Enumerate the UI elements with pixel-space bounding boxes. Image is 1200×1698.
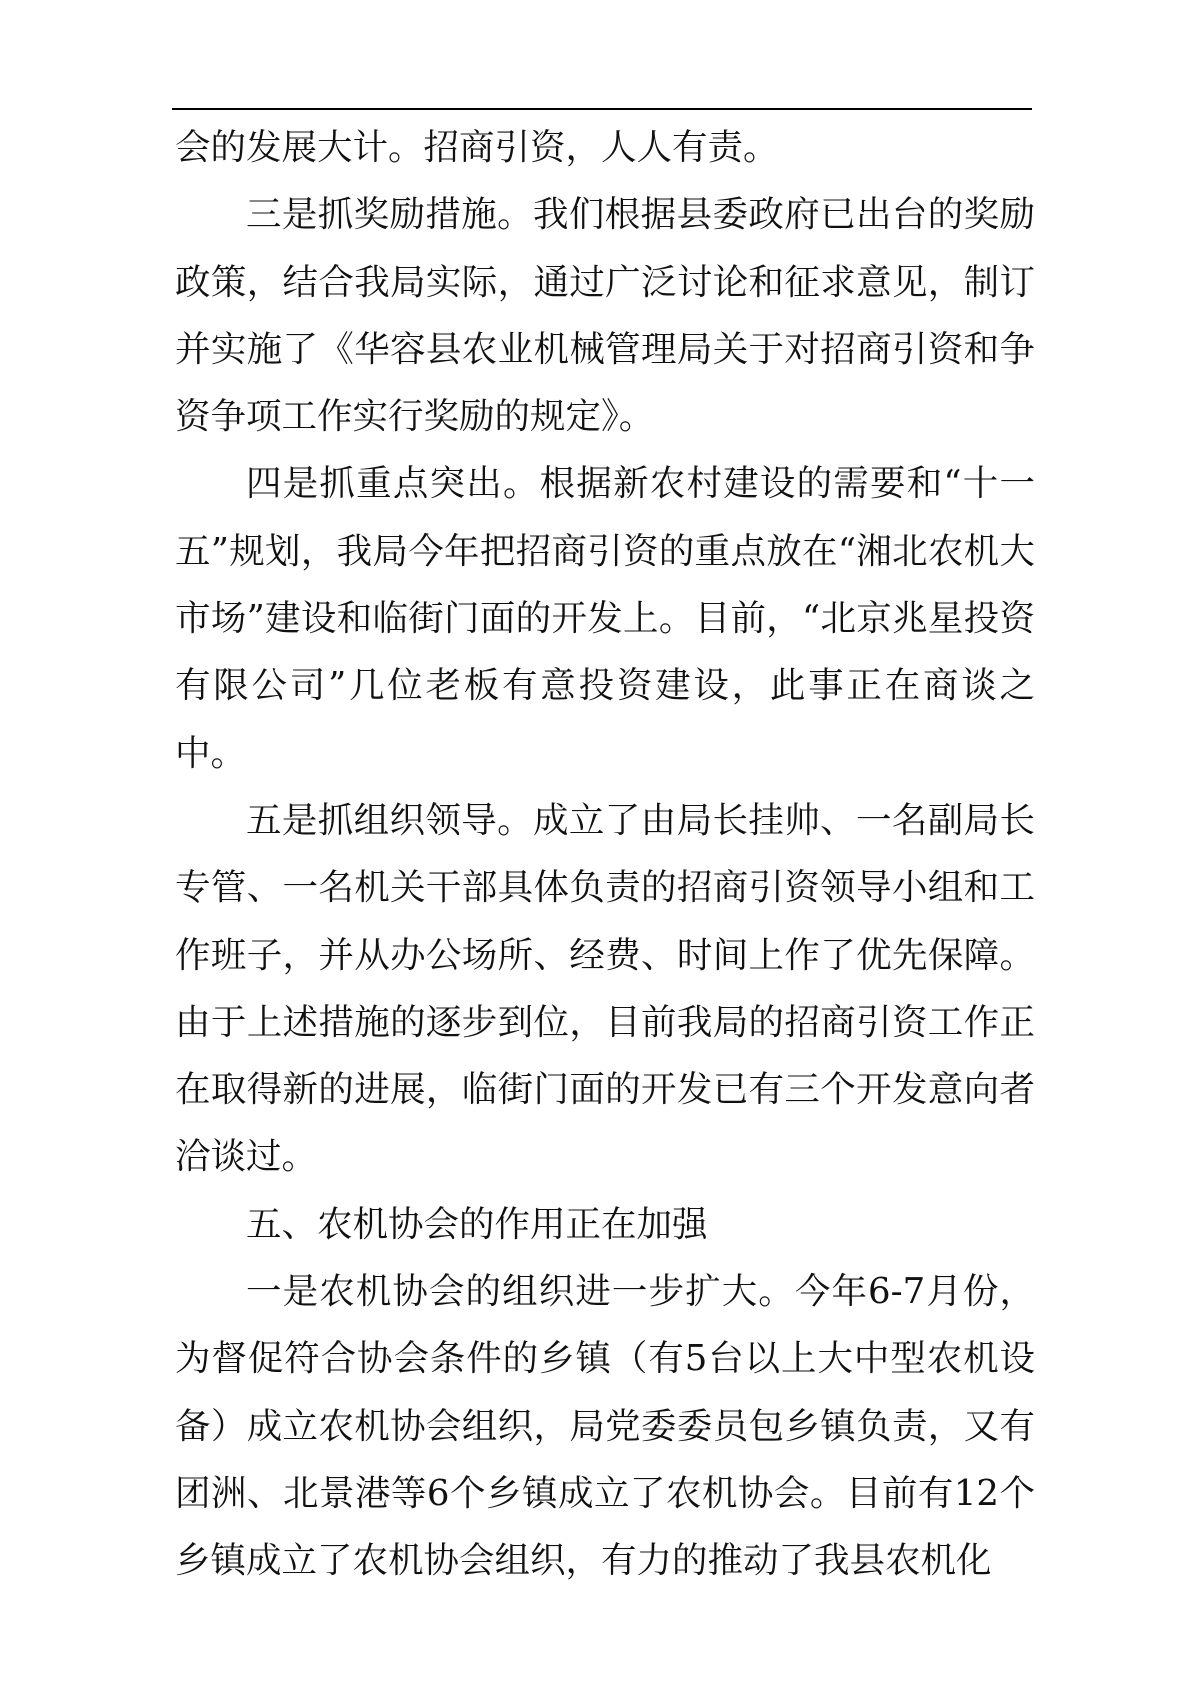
section-heading-association: 五、农机协会的作用正在加强 xyxy=(246,1203,708,1245)
paragraph-key-focus: 四是抓重点突出。根据新农村建设的需要和“十一五”规划，我局今年把招商引资的重点放在“湘北农机大市场”建设和临街门面的开发上。目前，“北京兆星投资有限公司”几位老板有意投资建设，此事正在商谈之中。 xyxy=(175,463,1035,774)
header-rule xyxy=(172,108,1032,110)
paragraph-continuation: 会的发展大计。招商引资，人人有责。 xyxy=(175,127,779,168)
paragraph-organization-leadership: 五是抓组织领导。成立了由局长挂帅、一名副局长专管、一名机关干部具体负责的招商引资领导小组和工作班子，并从办公场所、经费、时间上作了优先保障。由于上述措施的逐步到位，目前我局的招商引资工作正在取得新的进展，临街门面的开发已有三个开发意向者洽谈过。 xyxy=(175,799,1035,1178)
paragraph-association-expansion: 一是农机协会的组织进一步扩大。今年6-7月份，为督促符合协会条件的乡镇（有5台以上大中型农机设备）成立农机协会组织，局党委委员包乡镇负责，又有团洲、北景港等6个乡镇成立了农机协会。目前有12个乡镇成立了农机协会组织，有力的推动了我县农机化 xyxy=(175,1271,1035,1582)
document-body xyxy=(175,114,1035,1595)
paragraph-reward-measures: 三是抓奖励措施。我们根据县委政府已出台的奖励政策，结合我局实际，通过广泛讨论和征求意见，制订并实施了《华容县农业机械管理局关于对招商引资和争资争项工作实行奖励的规定》。 xyxy=(175,194,1035,438)
